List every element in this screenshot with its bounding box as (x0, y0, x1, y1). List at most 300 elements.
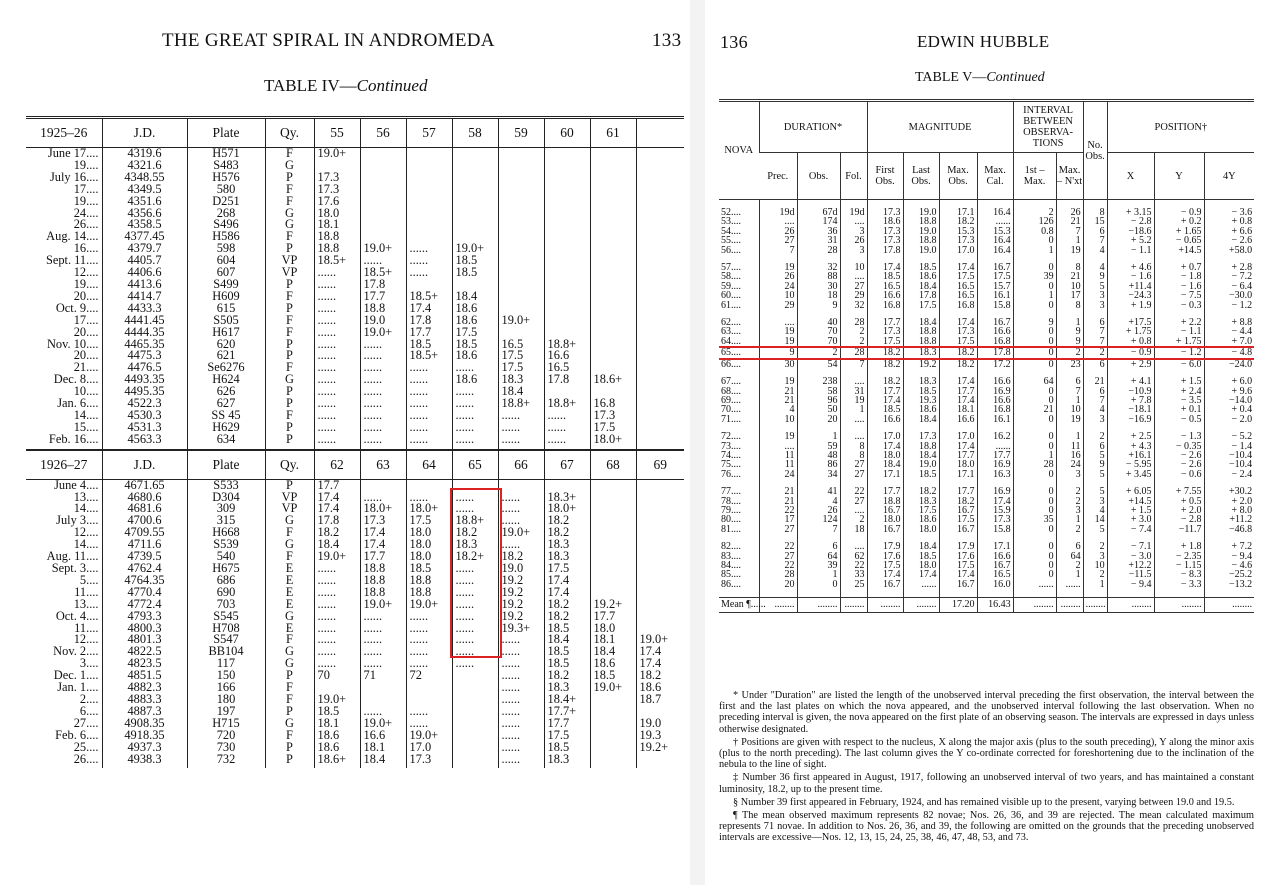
table-cell-empty (636, 208, 684, 220)
table-cell: 16.6 (939, 415, 977, 424)
table-cell: 16.5 (544, 362, 590, 374)
table-cell: 4793.3 (102, 611, 187, 623)
table-cell (452, 148, 498, 160)
group-spacer (719, 310, 1254, 318)
table-cell: G (265, 160, 314, 172)
table-cell: ...... (452, 658, 498, 670)
table-cell: F (265, 634, 314, 646)
table-cell: 30 (759, 359, 797, 369)
table-cell: 10 (1056, 282, 1083, 291)
table-cell: ...... (314, 279, 360, 291)
table-cell: 16.7 (977, 263, 1013, 272)
table-cell (636, 611, 684, 623)
table-cell: F (265, 148, 314, 160)
column-header: 1925–26 (26, 118, 102, 148)
table-cell: 60.... (721, 290, 741, 302)
table-cell: 18.8+ (452, 515, 498, 527)
footnote: * Under "Duration" are listed the length of the unobserved interval preceding the first observation, the interval between the first and the last plates on which the nova appeared, and the unobserved interval following the last observation. When no preceding interval is given, the nova appeared on the first plate of an observing season. The intervals are expressed in days unless otherwise designated. (719, 690, 1254, 735)
table-cell: 4444.35 (102, 327, 187, 339)
group-spacer (719, 369, 1254, 377)
table-cell (590, 575, 636, 587)
table-cell: S496 (187, 219, 265, 231)
table-cell-empty (636, 386, 684, 398)
table-cell: 18.5 (452, 267, 498, 279)
table-cell (360, 682, 406, 694)
table-cell (544, 219, 590, 231)
table-cell: 19.... (73, 276, 99, 291)
table-cell: Feb. 16.... (48, 431, 99, 446)
table-cell: 4405.7 (102, 255, 187, 267)
table-cell: 18.4 (903, 542, 939, 551)
table-cell: 16.7 (867, 506, 903, 515)
table-cell: 25 (840, 580, 867, 589)
left-page-number: 133 (652, 30, 682, 51)
table-cell: G (265, 539, 314, 551)
table-cell: 1 (797, 432, 840, 441)
group-spacer (719, 479, 1254, 487)
table-cell: D251 (187, 196, 265, 208)
table-cell: 18.4 (590, 646, 636, 658)
table-cell: 1 (1013, 451, 1056, 460)
table-cell: 17.5 (498, 350, 544, 362)
table-cell: 8 (840, 442, 867, 451)
table-cell: 16.5 (939, 282, 977, 291)
table-cell: 19 (759, 263, 797, 272)
table-cell: 18.4 (903, 282, 939, 291)
column-header: 60 (544, 118, 590, 148)
table-cell: 18.3 (544, 551, 590, 563)
table-cell: +17.5 (1107, 318, 1154, 327)
table-cell: 26.... (73, 217, 99, 232)
table-cell: 19.3+ (498, 623, 544, 635)
table-cell: 4379.7 (102, 243, 187, 255)
table-cell: ...... (360, 623, 406, 635)
table-cell: 18.0 (867, 515, 903, 524)
table-cell: 4433.3 (102, 303, 187, 315)
table-cell: 6.... (79, 703, 99, 718)
table-cell (498, 291, 544, 303)
table-cell: 4531.3 (102, 422, 187, 434)
table-cell: ...... (314, 623, 360, 635)
table-cell: 72 (406, 670, 452, 682)
table-row (719, 263, 1254, 272)
table-cell-empty (636, 327, 684, 339)
table-cell: 16.7 (977, 561, 1013, 570)
table-cell: 17.5 (867, 561, 903, 570)
table-cell (590, 172, 636, 184)
table-cell: +14.5 (1107, 497, 1154, 506)
table-cell: H624 (187, 374, 265, 386)
table-cell: 4823.5 (102, 658, 187, 670)
table-cell: S505 (187, 315, 265, 327)
table-cell: ...... (452, 634, 498, 646)
table-cell (544, 172, 590, 184)
table-cell: 13.... (73, 596, 99, 611)
table-cell: 18.4 (360, 754, 406, 769)
table-cell: 0 (1013, 396, 1056, 405)
table-cell: 29 (840, 291, 867, 300)
table-row (719, 359, 1254, 369)
table-row (26, 479, 684, 491)
table-cell: 4938.3 (102, 754, 187, 769)
table-cell: 32 (797, 263, 840, 272)
sub-header: First Obs. (867, 153, 903, 200)
table-cell: − 6.4 (1204, 282, 1254, 291)
table-cell: Dec. 8.... (53, 372, 99, 387)
table-cell: 3 (840, 246, 867, 255)
table-cell: 686 (187, 575, 265, 587)
table-cell: 15.... (73, 419, 99, 434)
table-cell (452, 754, 498, 769)
table-cell: 18.8+ (544, 339, 590, 351)
table-cell: 22 (840, 561, 867, 570)
table-cell: ...... (360, 422, 406, 434)
table-cell: 19.0+ (360, 718, 406, 730)
table-cell (544, 160, 590, 172)
table-cell: 5 (1083, 451, 1107, 460)
table-cell: 6 (1083, 359, 1107, 369)
table-cell: + 1.5 (1154, 377, 1204, 386)
table-cell: 19.0+ (636, 634, 684, 646)
table-cell: 73.... (721, 440, 741, 452)
table-cell: 19.0+ (498, 315, 544, 327)
table-cell: 9 (1083, 272, 1107, 281)
table-cell: 18.4 (498, 386, 544, 398)
table-cell: − 1.15 (1154, 561, 1204, 570)
table-cell: F (265, 315, 314, 327)
table-cell: 17.7 (939, 487, 977, 496)
table-cell (590, 231, 636, 243)
table-cell: 18.0 (939, 460, 977, 469)
table-cell: 26 (759, 227, 797, 236)
table-cell: ...... (498, 718, 544, 730)
table-cell: 18.6 (452, 374, 498, 386)
table-cell: 5.... (79, 572, 99, 587)
table-row (719, 415, 1254, 424)
table-cell: 18.2 (452, 527, 498, 539)
table-cell: 17.7+ (544, 706, 590, 718)
table-cell (406, 160, 452, 172)
table-cell: 8 (1083, 208, 1107, 217)
table-cell: 18 (797, 291, 840, 300)
table-cell: 17.4 (867, 570, 903, 579)
table-cell: 18.2 (867, 377, 903, 386)
table-cell (636, 551, 684, 563)
table-cell: 0 (1013, 432, 1056, 441)
table-cell: .... (759, 217, 797, 226)
table-cell: 29 (759, 301, 797, 310)
table-cell: − 0.6 (1154, 470, 1204, 479)
table-cell: 18.6 (903, 405, 939, 414)
table-cell: 9 (1056, 337, 1083, 347)
table-cell: 0 (1013, 301, 1056, 310)
table-cell: S547 (187, 634, 265, 646)
table-cell (452, 694, 498, 706)
table-cell: 19 (759, 337, 797, 347)
table-cell: ...... (406, 434, 452, 450)
table-cell (452, 184, 498, 196)
table-cell: − 7.4 (1107, 525, 1154, 534)
spacer-cell (1083, 589, 1107, 598)
table-cell: 16.0 (977, 580, 1013, 589)
table-cell: 17.1 (977, 542, 1013, 551)
table-cell: 18.8 (314, 231, 360, 243)
table-cell: − 7.1 (1107, 542, 1154, 551)
table-cell: 117 (187, 658, 265, 670)
table-cell: G (265, 515, 314, 527)
table-cell: 17.3 (867, 236, 903, 245)
column-header: Plate (187, 450, 265, 480)
table-cell: 8 (1056, 263, 1083, 272)
table-cell-empty (636, 219, 684, 231)
table-cell: 720 (187, 730, 265, 742)
table-cell: ...... (314, 599, 360, 611)
table-cell: 3 (1083, 291, 1107, 300)
table-cell: 4348.55 (102, 172, 187, 184)
table-cell: 18.5 (544, 646, 590, 658)
table-row (26, 682, 684, 694)
table-cell: ...... (452, 599, 498, 611)
table-cell: + 0.5 (1154, 497, 1204, 506)
table-cell: H629 (187, 422, 265, 434)
table-cell: ...... (314, 327, 360, 339)
spacer-cell (1154, 589, 1204, 598)
table-row (26, 575, 684, 587)
table-cell: 17.4 (867, 396, 903, 405)
table-cell: ...... (1056, 580, 1083, 589)
table-row (26, 350, 684, 362)
table-cell: 18.0 (406, 527, 452, 539)
table-cell: + 0.8 (1107, 337, 1154, 347)
table-cell: 18.2 (939, 347, 977, 358)
table-cell: 19.0 (903, 460, 939, 469)
table-cell: 4 (1083, 405, 1107, 414)
table-row (26, 611, 684, 623)
table-cell: 0.8 (1013, 227, 1056, 236)
table-cell: 19.3 (903, 396, 939, 405)
column-header: 63 (360, 450, 406, 480)
table-cell: 6 (1083, 318, 1107, 327)
table-cell: 17.4 (360, 527, 406, 539)
table-cell: ...... (406, 611, 452, 623)
table-cell: 21 (1013, 405, 1056, 414)
table-row (719, 487, 1254, 496)
table-cell: +11.4 (1107, 282, 1154, 291)
table-cell: ...... (406, 410, 452, 422)
table-cell: 18.5 (544, 623, 590, 635)
table-cell: .... (840, 415, 867, 424)
table-cell-empty (636, 315, 684, 327)
table-cell: Aug. 14.... (46, 229, 99, 244)
table-cell: 63.... (721, 326, 741, 338)
table-cell: 17.6 (939, 552, 977, 561)
table-cell: 21 (759, 396, 797, 405)
table-cell (544, 291, 590, 303)
table-cell (406, 172, 452, 184)
table-cell: 0 (1013, 337, 1056, 347)
table-row (26, 527, 684, 539)
table-cell (590, 551, 636, 563)
table-cell: 19.2 (498, 575, 544, 587)
spacer-cell (939, 589, 977, 598)
table-row (26, 742, 684, 754)
table-cell: 15.3 (977, 227, 1013, 236)
table-cell: ...... (360, 386, 406, 398)
table-cell: − 2.35 (1154, 552, 1204, 561)
table-cell: − 2.6 (1154, 460, 1204, 469)
table-cell: 18.4 (314, 539, 360, 551)
mean-cell: ........ (903, 598, 939, 613)
mean-cell: ........ (759, 598, 797, 613)
table-cell: 2 (1083, 542, 1107, 551)
table-cell: 18.6+ (314, 754, 360, 769)
table-cell: 20.... (73, 348, 99, 363)
table-cell (590, 243, 636, 255)
table-cell: 59 (797, 442, 840, 451)
sub-header: Last Obs. (903, 153, 939, 200)
table-cell: G (265, 718, 314, 730)
table-cell (452, 730, 498, 742)
table-cell (452, 196, 498, 208)
table-row (26, 551, 684, 563)
table-cell: 4 (1083, 263, 1107, 272)
footnotes (719, 690, 1254, 846)
table-cell: 18.6 (314, 742, 360, 754)
mean-cell: ........ (1154, 598, 1204, 613)
table-cell: 16.6 (544, 350, 590, 362)
table-cell: 18.2 (314, 527, 360, 539)
table-row (26, 658, 684, 670)
table-cell: 0 (1013, 561, 1056, 570)
table-cell: 16.7 (867, 580, 903, 589)
mean-cell: ........ (1204, 598, 1254, 613)
table-cell: + 0.8 (1204, 217, 1254, 226)
table-cell: 17.4 (636, 646, 684, 658)
table-cell: 17.6 (867, 552, 903, 561)
table-cell: ...... (314, 374, 360, 386)
table-cell: 18.4+ (544, 694, 590, 706)
table-cell (498, 279, 544, 291)
table-cell: 7 (1083, 396, 1107, 405)
table-cell: 18.0 (406, 539, 452, 551)
table-cell: 703 (187, 599, 265, 611)
table-cell: ...... (498, 492, 544, 504)
table-cell: ...... (314, 267, 360, 279)
table-cell: 4465.35 (102, 339, 187, 351)
table-cell: 4476.5 (102, 362, 187, 374)
table-cell: 0 (1013, 525, 1056, 534)
table-cell: P (265, 350, 314, 362)
table-cell: 4319.6 (102, 148, 187, 160)
table-cell: − 1.8 (1154, 272, 1204, 281)
table-cell: 17.4 (939, 377, 977, 386)
table-cell: 64 (1056, 552, 1083, 561)
table-cell: ...... (498, 670, 544, 682)
table-cell: 4 (1083, 246, 1107, 255)
table-cell: − 5.95 (1107, 460, 1154, 469)
table-cell: 16.7 (867, 525, 903, 534)
table-cell: 58 (797, 387, 840, 396)
table-cell: VP (265, 503, 314, 515)
table-cell: P (265, 434, 314, 450)
table-cell: 28 (797, 246, 840, 255)
table-row (719, 460, 1254, 469)
table-cell: 626 (187, 386, 265, 398)
table-cell: 1 (797, 570, 840, 579)
table-cell: ...... (406, 362, 452, 374)
table-cell: 4358.5 (102, 219, 187, 231)
table-cell: 7 (1056, 227, 1083, 236)
table-cell (360, 172, 406, 184)
table-cell: 52.... (721, 207, 741, 218)
table-cell: 19.0+ (590, 682, 636, 694)
table-cell: 16.6 (977, 377, 1013, 386)
table-cell: H571 (187, 148, 265, 160)
table-cell: 19.2 (498, 587, 544, 599)
table-cell: S545 (187, 611, 265, 623)
table-cell: + 4.1 (1107, 377, 1154, 386)
table-cell: F (265, 362, 314, 374)
group-spacer (719, 589, 1254, 598)
table-cell: 17.8 (406, 315, 452, 327)
column-header: 61 (590, 118, 636, 148)
table-cell: 18.2 (636, 670, 684, 682)
table-v-caption: TABLE V—Continued (915, 70, 1045, 85)
table-cell: 4356.6 (102, 208, 187, 220)
table-cell (590, 539, 636, 551)
table-cell: ...... (360, 434, 406, 450)
table-cell: ...... (360, 658, 406, 670)
table-cell: 19.0 (903, 208, 939, 217)
table-cell: 18.3 (544, 682, 590, 694)
table-cell: 26 (797, 506, 840, 515)
table-cell: VP (265, 267, 314, 279)
table-cell: E (265, 599, 314, 611)
table-cell: 17.7 (544, 718, 590, 730)
table-cell: VP (265, 255, 314, 267)
spacer-cell (1056, 589, 1083, 598)
table-cell: ...... (498, 742, 544, 754)
table-cell: 18.0+ (360, 503, 406, 515)
table-cell: 3 (1056, 470, 1083, 479)
table-row (719, 542, 1254, 551)
table-cell: 1 (1013, 291, 1056, 300)
table-cell: −30.0 (1204, 291, 1254, 300)
table-cell: ...... (977, 217, 1013, 226)
table-iv-header-row (26, 450, 684, 480)
column-header: 65 (452, 450, 498, 480)
table-cell (452, 172, 498, 184)
table-cell: 16.8 (977, 337, 1013, 347)
table-cell: 16.5 (939, 291, 977, 300)
table-cell: 17.0 (939, 246, 977, 255)
table-cell (406, 219, 452, 231)
table-row (26, 339, 684, 351)
table-cell: ...... (498, 694, 544, 706)
mean-cell: Mean ¶...... (719, 598, 759, 613)
table-cell (590, 255, 636, 267)
table-cell (360, 160, 406, 172)
table-cell (590, 291, 636, 303)
table-cell: 17.3 (406, 754, 452, 769)
table-cell: ...... (314, 410, 360, 422)
table-cell: .... (759, 318, 797, 327)
table-cell: 309 (187, 503, 265, 515)
table-cell: 12.... (73, 525, 99, 540)
table-cell: ...... (314, 422, 360, 434)
table-cell: 7 (840, 359, 867, 369)
table-cell: 19.2+ (590, 599, 636, 611)
